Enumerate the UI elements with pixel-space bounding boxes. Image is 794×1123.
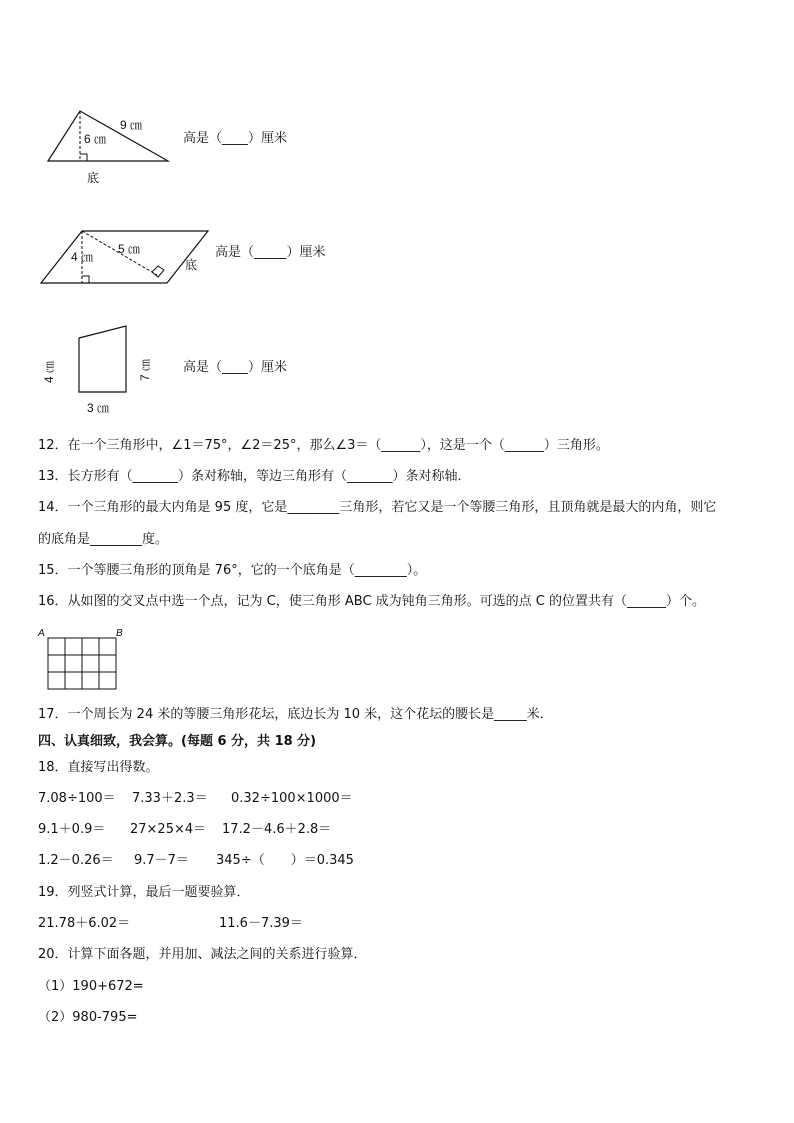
parallelogram-base-label: 底 <box>185 258 198 272</box>
q18-row-1-item-2: 7.33＋2.3＝ <box>132 791 208 806</box>
triangle-side-label: 9 ㎝ <box>120 118 143 132</box>
question-13: 13．长方形有（_______）条对称轴，等边三角形有（_______）条对称轴． <box>38 469 471 484</box>
question-17: 17．一个周长为 24 米的等腰三角形花坛，底边长为 10 米，这个花坛的腰长是_____米． <box>38 707 553 722</box>
parallelogram-answer: 高是（_____）厘米 <box>215 245 326 260</box>
grid-label-a: A <box>38 628 45 639</box>
parallelogram-side-label: 5 ㎝ <box>118 242 141 256</box>
q18-row-2-item-3: 17.2－4.6＋2.8＝ <box>222 822 332 837</box>
question-12: 12．在一个三角形中，∠1＝75°，∠2＝25°，那么∠3＝（______），这是一个（______）三角形。 <box>38 438 609 453</box>
triangle-answer: 高是（____）厘米 <box>183 131 288 146</box>
q18-row-3-item-3: 345÷（ ）＝0.345 <box>216 853 354 868</box>
trapezoid-answer: 高是（____）厘米 <box>183 360 288 375</box>
q18-row-3-item-2: 9.7－7＝ <box>134 853 189 868</box>
question-19: 19．列竖式计算，最后一题要验算． <box>38 885 250 900</box>
trapezoid-left-label: 4 ㎝ <box>42 360 56 383</box>
q18-row-1-item-1: 7.08÷100＝ <box>38 791 116 806</box>
triangle-height-label: 6 ㎝ <box>84 132 107 146</box>
question-15: 15．一个等腰三角形的顶角是 76°，它的一个底角是（________）。 <box>38 563 427 578</box>
trapezoid-right-label: 7 ㎝ <box>138 358 152 381</box>
q20-item-2: （2）980-795= <box>38 1010 138 1025</box>
q19-item-2: 11.6－7.39＝ <box>219 916 303 931</box>
q19-item-1: 21.78＋6.02＝ <box>38 916 131 931</box>
question-14-line-2: 的底角是________度。 <box>38 532 169 547</box>
section-4-heading: 四、认真细致，我会算。(每题 6 分，共 18 分) <box>38 734 317 749</box>
q18-row-2-item-1: 9.1＋0.9＝ <box>38 822 106 837</box>
q20-item-1: （1）190+672= <box>38 979 144 994</box>
q18-row-1-item-3: 0.32÷100×1000＝ <box>231 791 353 806</box>
parallelogram-height-label: 4 ㎝ <box>71 250 94 264</box>
question-18: 18．直接写出得数。 <box>38 760 159 775</box>
question-14-line-1: 14．一个三角形的最大内角是 95 度，它是________三角形，若它又是一个等腰三角形，且顶角就是最大的内角，则它 <box>38 500 717 515</box>
triangle-base-label: 底 <box>87 171 100 185</box>
question-20: 20．计算下面各题，并用加、减法之间的关系进行验算． <box>38 947 367 962</box>
q18-row-3-item-1: 1.2－0.26＝ <box>38 853 114 868</box>
trapezoid-bottom-label: 3 ㎝ <box>87 401 110 415</box>
grid-label-b: B <box>116 628 123 639</box>
question-16: 16．从如图的交叉点中选一个点，记为 C，使三角形 ABC 成为钝角三角形。可选的点 C 的位置共有（______）个。 <box>38 594 706 609</box>
q18-row-2-item-2: 27×25×4＝ <box>130 822 207 837</box>
